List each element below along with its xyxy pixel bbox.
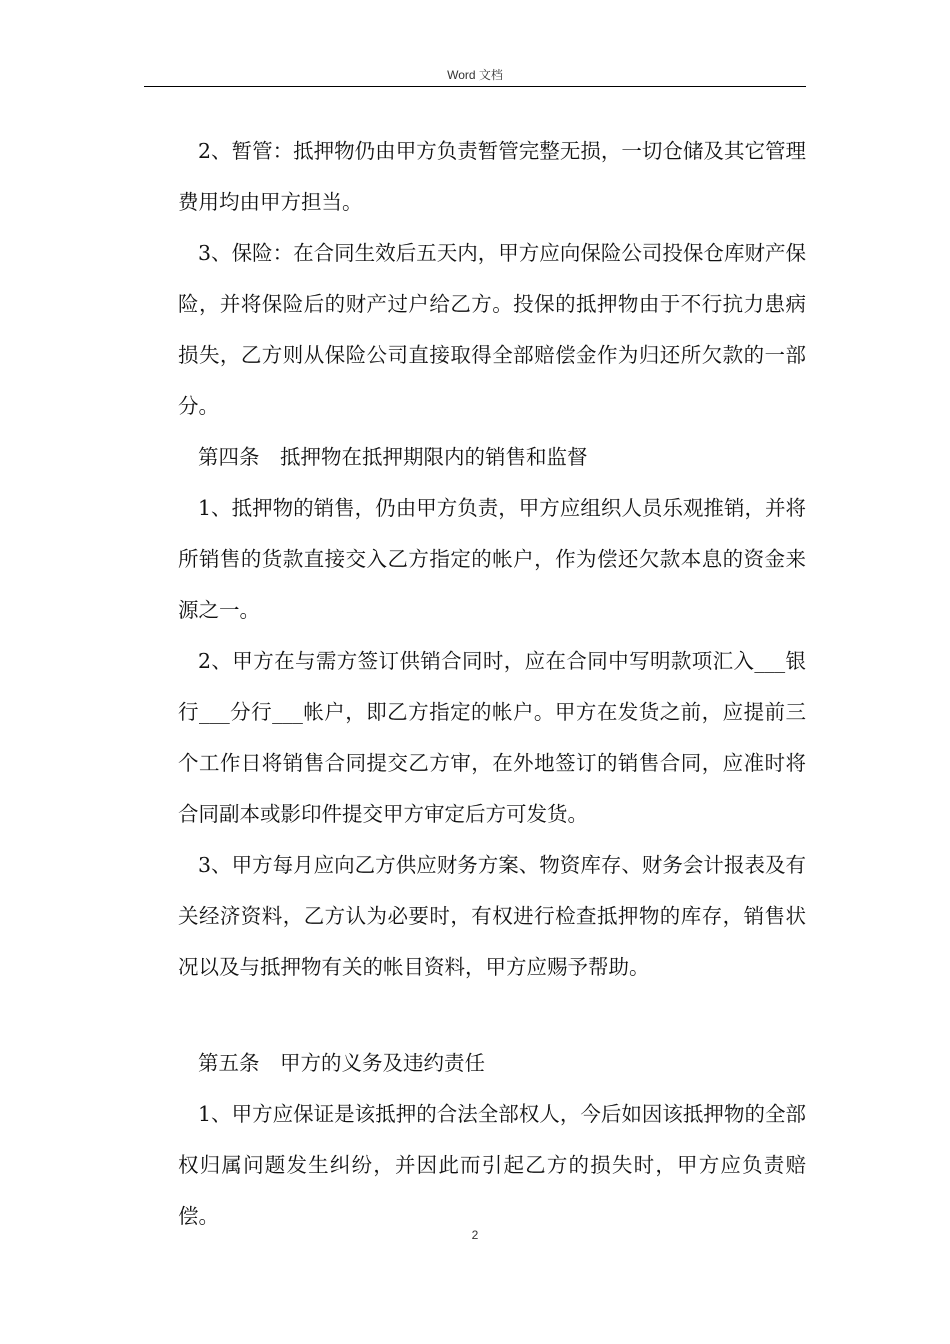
paragraph-sales: 1、抵押物的销售，仍由甲方负责，甲方应组织人员乐观推销，并将所销售的货款直接交入乙方指定的帐户，作为偿还欠款本息的资金来源之一。 — [178, 496, 806, 622]
paragraph-custody: 2、暂管：抵押物仍由甲方负责暂管完整无损，一切仓储及其它管理费用均由甲方担当。 — [178, 139, 806, 214]
paragraph-insurance: 3、保险：在合同生效后五天内，甲方应向保险公司投保仓库财产保险，并将保险后的财产过户给乙方。投保的抵押物由于不行抗力患病损失，乙方则从保险公司直接取得全部赔偿金作为归还所欠款的一部分。 — [178, 241, 806, 418]
page-header: Word 文档 — [447, 68, 503, 82]
paragraph-supply-contract: 2、甲方在与需方签订供销合同时，应在合同中写明款项汇入___银行___分行___帐户，即乙方指定的帐户。甲方在发货之前，应提前三个工作日将销售合同提交乙方审，在外地签订的销售合同，应准时将合同副本或影印件提交甲方审定后方可发货。 — [178, 649, 806, 826]
paragraph-ownership: 1、甲方应保证是该抵押的合法全部权人，今后如因该抵押物的全部权归属问题发生纠纷，并因此而引起乙方的损失时，甲方应负责赔偿。 — [178, 1102, 806, 1228]
document-body — [178, 126, 806, 1242]
section-spacer — [178, 993, 806, 1038]
article-5-heading: 第五条 甲方的义务及违约责任 — [198, 1051, 485, 1075]
header-divider — [144, 86, 806, 87]
paragraph-monthly-report: 3、甲方每月应向乙方供应财务方案、物资库存、财务会计报表及有关经济资料，乙方认为必要时，有权进行检查抵押物的库存，销售状况以及与抵押物有关的帐目资料，甲方应赐予帮助。 — [178, 853, 806, 979]
page-number: 2 — [471, 1228, 479, 1242]
article-4-heading: 第四条 抵押物在抵押期限内的销售和监督 — [198, 445, 588, 469]
